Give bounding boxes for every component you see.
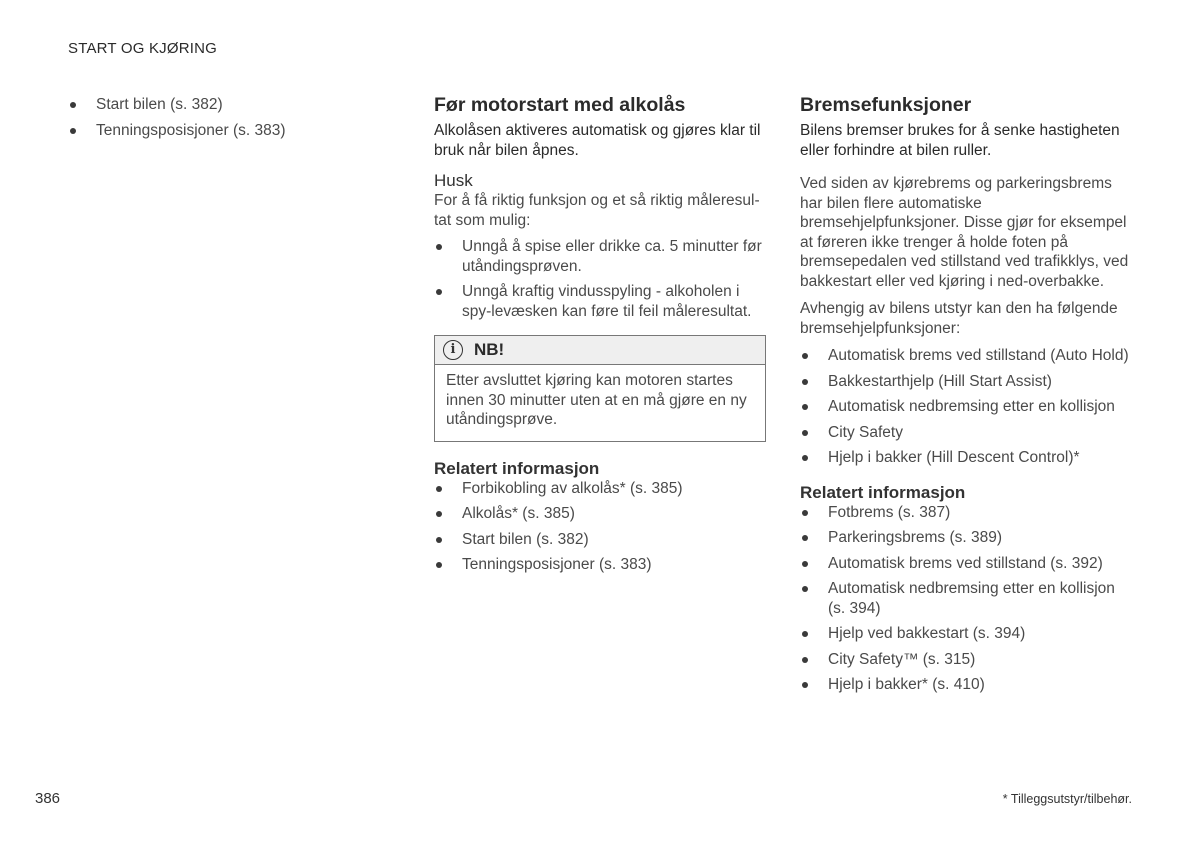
related-link-list (434, 479, 766, 575)
note-label: NB! (474, 340, 505, 359)
related-link[interactable]: City Safety™ (s. 315) (800, 650, 1132, 670)
right-column (800, 93, 1132, 695)
related-link[interactable]: Tenningsposisjoner (s. 383) (434, 555, 766, 575)
related-link[interactable]: Hjelp i bakker* (s. 410) (800, 675, 1132, 695)
intro-paragraph: For å få riktig funksjon og et så riktig måleresul-tat som mulig: (434, 192, 760, 229)
left-column (68, 95, 368, 140)
section-header: START OG KJØRING (68, 40, 218, 57)
list-item: Unngå kraftig vindusspyling - alkoholen i spy-levæsken kan føre til feil måleresultat. (434, 282, 766, 321)
note-header (435, 336, 765, 365)
note-box (434, 335, 766, 442)
related-link[interactable]: Fotbrems (s. 387) (800, 503, 1132, 523)
section-title-brakes: Bremsefunksjoner (800, 94, 972, 116)
subheading-husk: Husk (434, 171, 473, 190)
related-link[interactable]: Parkeringsbrems (s. 389) (800, 528, 1132, 548)
section-title-alcolock: Før motorstart med alkolås (434, 94, 686, 116)
list-item: City Safety (800, 423, 1132, 443)
lead-paragraph: Alkolåsen aktiveres automatisk og gjøres klar til bruk når bilen åpnes. (434, 122, 761, 159)
middle-column (434, 93, 766, 575)
related-link[interactable]: Alkolås* (s. 385) (434, 504, 766, 524)
list-item[interactable]: Tenningsposisjoner (s. 383) (68, 121, 368, 141)
list-item: Hjelp i bakker (Hill Descent Control)* (800, 448, 1132, 468)
related-info-heading: Relatert informasjon (434, 458, 600, 478)
lead-paragraph: Bilens bremser brukes for å senke hastigheten eller forhindre at bilen ruller. (800, 122, 1120, 159)
body-paragraph: Ved siden av kjørebrems og parkeringsbrems har bilen flere automatiske bremsehjelpfunksjoner. Disse gjør for eksempel at føreren ikke trenger å holde foten på bremsepedalen ved stillstand ved trafikklys, ved bakkestart eller ved kjøring i ned-overbakke. (800, 175, 1129, 290)
list-item: Unngå å spise eller drikke ca. 5 minutter før utåndingsprøven. (434, 237, 766, 276)
related-link[interactable]: Automatisk brems ved stillstand (s. 392) (800, 554, 1132, 574)
list-item: Automatisk nedbremsing etter en kollisjon (800, 397, 1132, 417)
info-icon: i (443, 340, 463, 360)
related-link[interactable]: Forbikobling av alkolås* (s. 385) (434, 479, 766, 499)
list-item: Bakkestarthjelp (Hill Start Assist) (800, 372, 1132, 392)
related-link[interactable]: Start bilen (s. 382) (434, 530, 766, 550)
tips-list (434, 237, 766, 321)
related-link[interactable]: Hjelp ved bakkestart (s. 394) (800, 624, 1132, 644)
list-item[interactable]: Start bilen (s. 382) (68, 95, 368, 115)
related-info-heading: Relatert informasjon (800, 482, 966, 502)
left-link-list (68, 95, 368, 140)
list-item: Automatisk brems ved stillstand (Auto Hold) (800, 346, 1132, 366)
body-paragraph: Avhengig av bilens utstyr kan den ha følgende bremsehjelpfunksjoner: (800, 300, 1118, 337)
footnote: * Tilleggsutstyr/tilbehør. (1002, 792, 1132, 806)
related-link-list (800, 503, 1132, 695)
page-number: 386 (35, 790, 61, 807)
brake-functions-list (800, 346, 1132, 468)
note-text: Etter avsluttet kjøring kan motoren startes innen 30 minutter uten at en må gjøre en ny utåndingsprøve. (446, 372, 747, 428)
related-link[interactable]: Automatisk nedbremsing etter en kollisjon (s. 394) (800, 579, 1132, 618)
